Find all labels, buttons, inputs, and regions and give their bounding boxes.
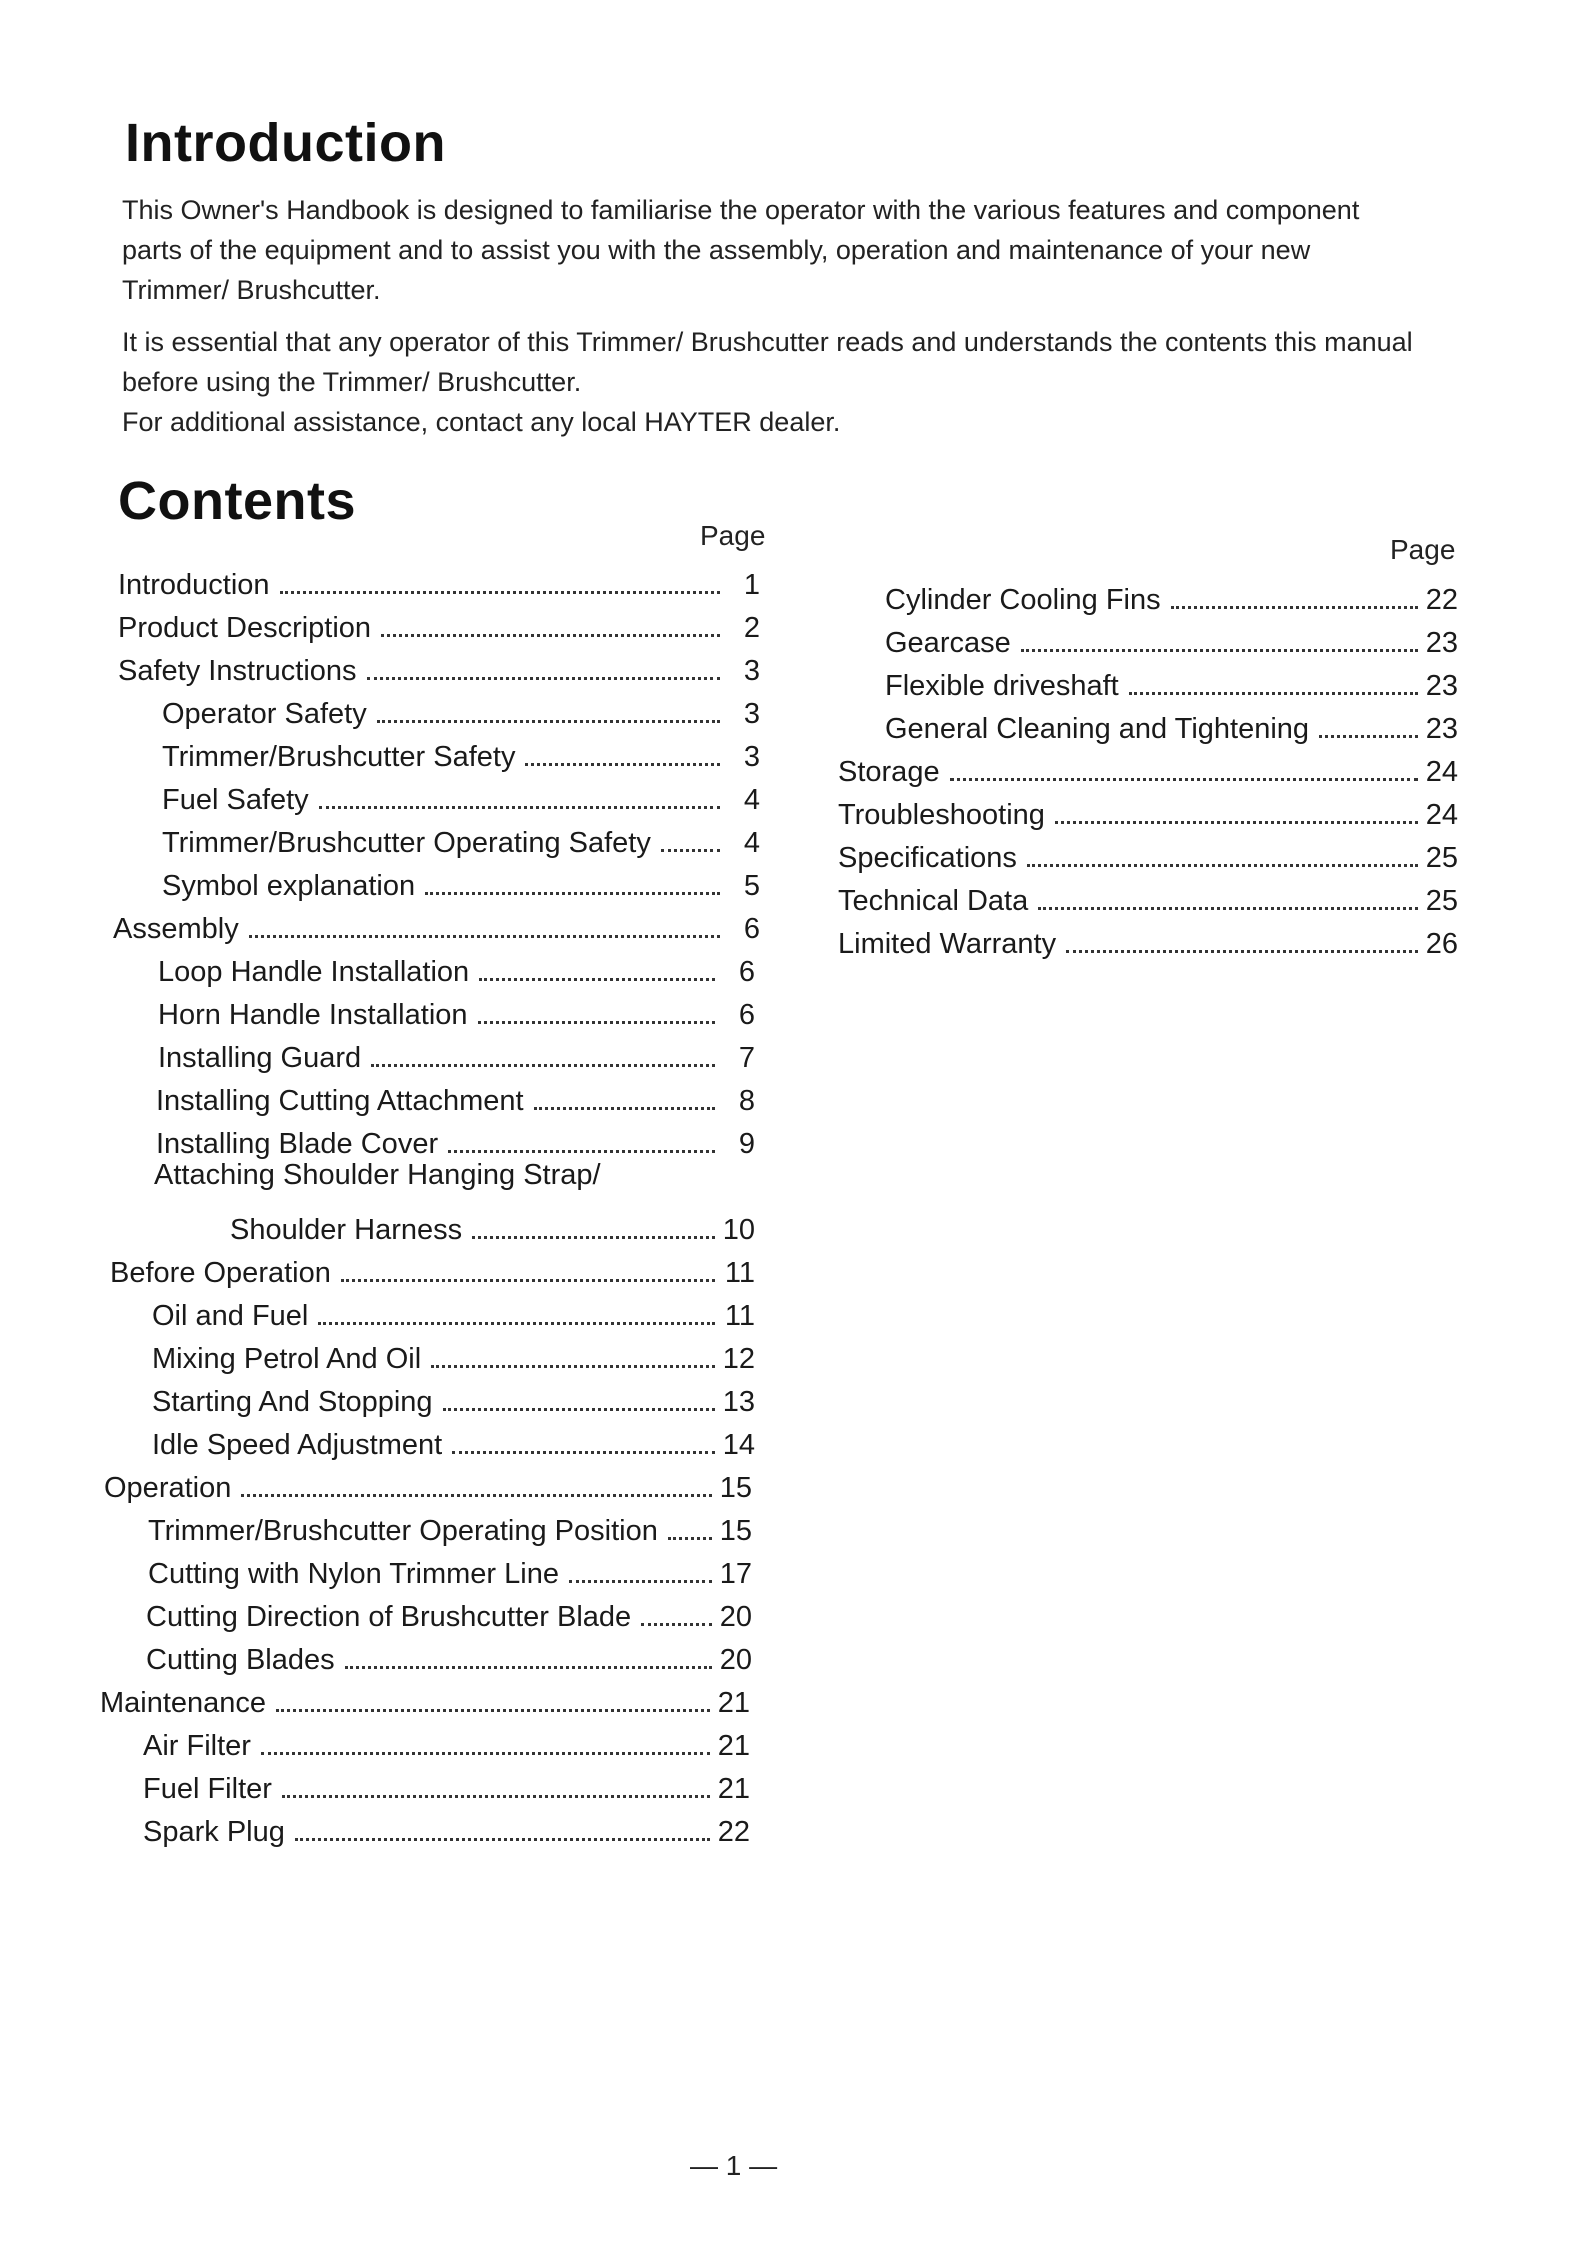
dot-leader: [341, 1243, 715, 1282]
contents-entry-title: Introduction: [118, 569, 270, 601]
contents-entry-title: Operation: [104, 1472, 232, 1504]
contents-entry-page-number: 13: [722, 1386, 755, 1418]
introduction-paragraph-3: For additional assistance, contact any local HAYTER dealer.: [122, 407, 841, 437]
contents-entry-page-number: 4: [743, 784, 760, 816]
contents-entry-page-number: 3: [743, 655, 760, 687]
dot-leader: [367, 641, 720, 680]
dot-leader: [282, 1759, 710, 1798]
contents-entry-title: General Cleaning and Tightening: [885, 713, 1310, 745]
dot-leader: [319, 770, 720, 809]
contents-entry-page-number: 23: [1425, 713, 1458, 745]
contents-left-entry: [162, 684, 760, 732]
contents-entry-title: Oil and Fuel: [152, 1300, 309, 1332]
contents-left-entry: [148, 1544, 752, 1592]
contents-right-entry: [838, 828, 1458, 876]
dot-leader: [249, 899, 720, 938]
contents-entry-page-number: 8: [738, 1085, 755, 1117]
contents-left-entry: [100, 1673, 750, 1721]
dot-leader: [276, 1673, 710, 1712]
contents-entry-title: Fuel Safety: [162, 784, 309, 816]
page-number-footer: — 1 —: [690, 2150, 778, 2181]
contents-entry-page-number: 24: [1425, 756, 1458, 788]
dot-leader: [525, 727, 720, 766]
contents-entry-page-number: 21: [717, 1773, 750, 1805]
contents-entry-page-number: 23: [1425, 670, 1458, 702]
contents-entry-title: Technical Data: [838, 885, 1029, 917]
dot-leader: [1066, 914, 1418, 953]
contents-entry-page-number: 3: [743, 741, 760, 773]
contents-entry-title: Gearcase: [885, 627, 1011, 659]
dot-leader: [318, 1286, 715, 1325]
contents-entry-title: Cutting Blades: [146, 1644, 335, 1676]
contents-right-entry: [838, 914, 1458, 962]
contents-entry-page-number: 12: [722, 1343, 755, 1375]
contents-left-entry: [110, 1243, 755, 1291]
dot-leader: [479, 942, 715, 981]
contents-entry-page-number: 1: [743, 569, 760, 601]
contents-entry-page-number: 22: [1425, 584, 1458, 616]
contents-entry-page-number: 5: [743, 870, 760, 902]
contents-entry-page-number: 4: [743, 827, 760, 859]
contents-entry-title: Air Filter: [143, 1730, 251, 1762]
dot-leader: [452, 1415, 715, 1454]
contents-entry-title: Flexible driveshaft: [885, 670, 1119, 702]
contents-entry-title: Maintenance: [100, 1687, 267, 1719]
contents-entry-page-number: 17: [719, 1558, 752, 1590]
contents-entry-title: Safety Instructions: [118, 655, 357, 687]
dot-leader: [950, 742, 1418, 781]
contents-left-entry: [156, 1071, 755, 1119]
dot-leader: [1021, 613, 1418, 652]
dot-leader: [241, 1458, 711, 1497]
contents-left-entry: [152, 1372, 755, 1420]
contents-entry-title: Horn Handle Installation: [158, 999, 468, 1031]
contents-entry-title: Cylinder Cooling Fins: [885, 584, 1161, 616]
contents-left-entry: [143, 1716, 750, 1764]
contents-entry-title: Limited Warranty: [838, 928, 1057, 960]
contents-entry-page-number: 24: [1425, 799, 1458, 831]
contents-entry-page-number: 23: [1425, 627, 1458, 659]
contents-left-entry: [146, 1630, 752, 1678]
dot-leader: [534, 1071, 715, 1110]
contents-left-entry: [143, 1759, 750, 1807]
contents-entry-page-number: 2: [743, 612, 760, 644]
contents-left-entry: [154, 1157, 755, 1193]
introduction-paragraph-2-group: [122, 322, 1422, 442]
contents-entry-title: Installing Guard: [158, 1042, 362, 1074]
contents-entry-page-number: 21: [717, 1687, 750, 1719]
dot-leader: [1129, 656, 1418, 695]
contents-left-entry: [158, 1028, 755, 1076]
contents-left-entry: [152, 1286, 755, 1334]
contents-entry-title: Cutting with Nylon Trimmer Line: [148, 1558, 559, 1590]
contents-entry-page-number: 20: [719, 1601, 752, 1633]
contents-right-entry: [838, 871, 1458, 919]
contents-right-entry: [885, 699, 1458, 747]
contents-left-entry: [118, 641, 760, 689]
dot-leader: [443, 1372, 715, 1411]
introduction-heading: Introduction: [125, 113, 446, 173]
contents-left-entry: [230, 1200, 755, 1248]
dot-leader: [472, 1200, 715, 1239]
contents-entry-page-number: 3: [743, 698, 760, 730]
contents-entry-title: Idle Speed Adjustment: [152, 1429, 443, 1461]
contents-entry-title: Loop Handle Installation: [158, 956, 470, 988]
introduction-paragraph-2: It is essential that any operator of this Trimmer/ Brushcutter reads and understands the contents this manual before using the Trimmer/ Brushcutter.: [122, 327, 1413, 397]
contents-entry-page-number: 25: [1425, 885, 1458, 917]
contents-left-entry: [148, 1501, 752, 1549]
dot-leader: [448, 1114, 715, 1153]
contents-left-entry: [158, 985, 755, 1033]
dot-leader: [1055, 785, 1418, 824]
dot-leader: [478, 985, 715, 1024]
contents-entry-title: Fuel Filter: [143, 1773, 272, 1805]
dot-leader: [377, 684, 720, 723]
dot-leader: [381, 598, 720, 637]
contents-entry-title: Before Operation: [110, 1257, 331, 1289]
contents-heading: Contents: [118, 471, 356, 531]
contents-entry-page-number: 9: [738, 1128, 755, 1160]
contents-entry-title: Trimmer/Brushcutter Operating Position: [148, 1515, 658, 1547]
contents-entry-title: Trimmer/Brushcutter Safety: [162, 741, 516, 773]
contents-entry-title: Installing Cutting Attachment: [156, 1085, 524, 1117]
contents-left-entry: [162, 856, 760, 904]
contents-entry-title: Specifications: [838, 842, 1017, 874]
dot-leader: [345, 1630, 712, 1669]
contents-entry-title: Shoulder Harness: [230, 1214, 463, 1246]
contents-entry-title: Symbol explanation: [162, 870, 416, 902]
contents-left-entry: [152, 1329, 755, 1377]
contents-entry-page-number: 6: [738, 956, 755, 988]
contents-entry-title: Starting And Stopping: [152, 1386, 433, 1418]
contents-entry-page-number: 22: [717, 1816, 750, 1848]
contents-left-entry: [152, 1415, 755, 1463]
contents-left-entry: [162, 727, 760, 775]
dot-leader: [668, 1501, 712, 1540]
dot-leader: [280, 555, 720, 594]
contents-left-entry: [162, 813, 760, 861]
dot-leader: [661, 813, 720, 852]
contents-left-entry: [104, 1458, 752, 1506]
contents-entry-page-number: 6: [738, 999, 755, 1031]
dot-leader: [425, 856, 720, 895]
contents-left-entry: [118, 555, 760, 603]
left-column-page-label: Page: [700, 520, 766, 551]
contents-entry-title: Spark Plug: [143, 1816, 285, 1848]
dot-leader: [371, 1028, 715, 1067]
contents-entry-title: Assembly: [113, 913, 239, 945]
contents-entry-title: Operator Safety: [162, 698, 367, 730]
contents-left-entry: [118, 598, 760, 646]
contents-entry-title: Mixing Petrol And Oil: [152, 1343, 422, 1375]
contents-left-entry: [156, 1114, 755, 1162]
contents-entry-page-number: 11: [724, 1300, 755, 1332]
right-column-page-label: Page: [1390, 534, 1456, 565]
contents-right-entry: [885, 570, 1458, 618]
contents-entry-page-number: 14: [722, 1429, 755, 1461]
contents-entry-title: Storage: [838, 756, 940, 788]
contents-entry-page-number: 6: [743, 913, 760, 945]
contents-entry-page-number: 7: [738, 1042, 755, 1074]
dot-leader: [295, 1802, 710, 1841]
contents-entry-page-number: 15: [719, 1515, 752, 1547]
contents-right-entry: [885, 656, 1458, 704]
dot-leader: [1027, 828, 1418, 867]
contents-entry-title: Cutting Direction of Brushcutter Blade: [146, 1601, 632, 1633]
contents-entry-title: Trimmer/Brushcutter Operating Safety: [162, 827, 651, 859]
introduction-paragraph-1: This Owner's Handbook is designed to familiarise the operator with the various features and component parts of the equipment and to assist you with the assembly, operation and maintenance of your new Trimmer/ Brushcutter.: [122, 195, 1360, 305]
contents-entry-title: Product Description: [118, 612, 372, 644]
contents-left-entry: [162, 770, 760, 818]
contents-left-entry: [158, 942, 755, 990]
dot-leader: [431, 1329, 715, 1368]
contents-entry-title: Attaching Shoulder Hanging Strap/: [154, 1159, 601, 1191]
contents-entry-page-number: 10: [722, 1214, 755, 1246]
contents-entry-page-number: 11: [724, 1257, 755, 1289]
contents-left-entry: [146, 1587, 752, 1635]
contents-entry-page-number: 20: [719, 1644, 752, 1676]
dot-leader: [1171, 570, 1418, 609]
contents-entry-title: Installing Blade Cover: [156, 1128, 439, 1160]
contents-right-entry: [838, 742, 1458, 790]
contents-entry-page-number: 15: [719, 1472, 752, 1504]
contents-right-entry: [885, 613, 1458, 661]
contents-right-entry: [838, 785, 1458, 833]
contents-entry-title: Troubleshooting: [838, 799, 1045, 831]
dot-leader: [261, 1716, 710, 1755]
dot-leader: [569, 1544, 712, 1583]
contents-entry-page-number: 26: [1425, 928, 1458, 960]
contents-entry-page-number: 25: [1425, 842, 1458, 874]
contents-entry-page-number: 21: [717, 1730, 750, 1762]
dot-leader: [1319, 699, 1418, 738]
contents-left-entry: [113, 899, 760, 947]
contents-left-entry: [143, 1802, 750, 1850]
dot-leader: [1038, 871, 1418, 910]
dot-leader: [641, 1587, 712, 1626]
